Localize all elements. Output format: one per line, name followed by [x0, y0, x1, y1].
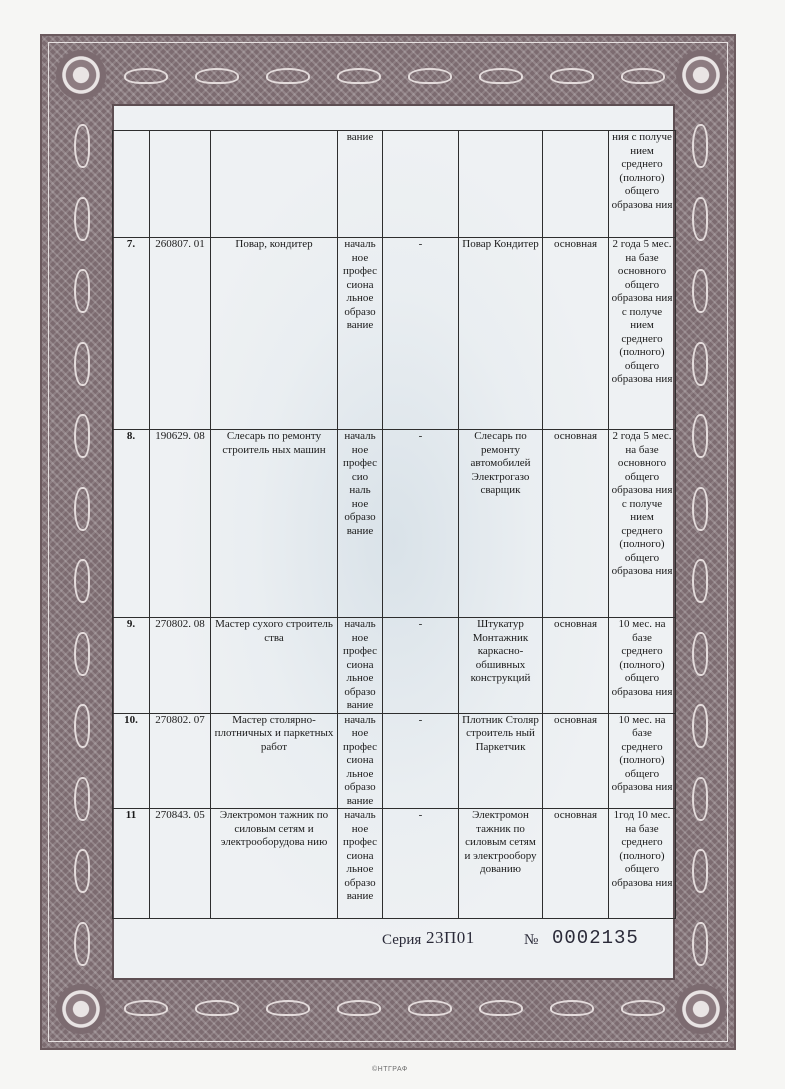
series-value: 23П01 [426, 928, 475, 947]
extra-column [383, 131, 459, 238]
program-name: Мастер сухого строитель ства [211, 618, 338, 714]
program-type: основная [543, 809, 609, 919]
corner-rosette-icon [56, 50, 106, 100]
extra-column: - [383, 238, 459, 430]
table-row [113, 618, 676, 714]
right-ornament-band [690, 110, 710, 980]
program-code [150, 131, 211, 238]
education-level: началь ное профес сиона льное образо вание [338, 618, 383, 714]
program-type [543, 131, 609, 238]
extra-column: - [383, 618, 459, 714]
education-level: началь ное профес сио наль ное образо вание [338, 430, 383, 618]
qualification: Штукатур Монтажник каркасно-обшивных конструкций [459, 618, 543, 714]
study-duration: 2 года 5 мес. на базе основного общего образова ния с получе нием среднего (полного) общего образова ния [609, 430, 676, 618]
education-level: началь ное профес сиона льное образо вание [338, 713, 383, 809]
education-level: началь ное профес сиона льное образо вание [338, 809, 383, 919]
corner-rosette-icon [676, 50, 726, 100]
study-duration: 10 мес. на базе среднего (полного) общего образова ния [609, 618, 676, 714]
printer-mark: ©НТГРАФ [372, 1066, 408, 1073]
number-label: № [524, 932, 539, 948]
bottom-ornament-band [110, 1000, 678, 1016]
program-code: 270843. 05 [150, 809, 211, 919]
program-name: Электромон тажник по силовым сетям и электрооборудова нию [211, 809, 338, 919]
document-number: 0002135 [552, 927, 639, 949]
education-level: началь ное профес сиона льное образо вание [338, 238, 383, 430]
study-duration: ния с получе нием среднего (полного) общего образова ния [609, 131, 676, 238]
table-row [113, 713, 676, 809]
programs-table [112, 130, 676, 919]
extra-column: - [383, 430, 459, 618]
program-name [211, 131, 338, 238]
extra-column: - [383, 809, 459, 919]
table-row [113, 430, 676, 618]
qualification: Электромон тажник по силовым сетям и электрообору дованию [459, 809, 543, 919]
program-type: основная [543, 430, 609, 618]
program-code: 190629. 08 [150, 430, 211, 618]
study-duration: 1год 10 мес. на базе среднего (полного) общего образова ния [609, 809, 676, 919]
education-level: вание [338, 131, 383, 238]
qualification: Повар Кондитер [459, 238, 543, 430]
row-number: 8. [113, 430, 150, 618]
program-name: Слесарь по ремонту строитель ных машин [211, 430, 338, 618]
corner-rosette-icon [676, 984, 726, 1034]
program-type: основная [543, 618, 609, 714]
row-number: 11 [113, 809, 150, 919]
program-type: основная [543, 713, 609, 809]
table-row [113, 238, 676, 430]
table-row [113, 131, 676, 238]
series-label: Серия [382, 932, 422, 948]
program-type: основная [543, 238, 609, 430]
top-ornament-band [110, 68, 678, 84]
table-row [113, 809, 676, 919]
extra-column: - [383, 713, 459, 809]
row-number: 9. [113, 618, 150, 714]
left-ornament-band [72, 110, 92, 980]
qualification [459, 131, 543, 238]
row-number [113, 131, 150, 238]
row-number: 10. [113, 713, 150, 809]
row-number: 7. [113, 238, 150, 430]
study-duration: 2 года 5 мес. на базе основного общего образова ния с получе нием среднего (полного) общего образова ния [609, 238, 676, 430]
program-name: Мастер столярно-плотничных и паркетных работ [211, 713, 338, 809]
program-code: 270802. 07 [150, 713, 211, 809]
corner-rosette-icon [56, 984, 106, 1034]
program-name: Повар, кондитер [211, 238, 338, 430]
program-code: 260807. 01 [150, 238, 211, 430]
qualification: Слесарь по ремонту автомобилей Электрогазо сварщик [459, 430, 543, 618]
qualification: Плотник Столяр строитель ный Паркетчик [459, 713, 543, 809]
study-duration: 10 мес. на базе среднего (полного) общего образова ния [609, 713, 676, 809]
program-code: 270802. 08 [150, 618, 211, 714]
